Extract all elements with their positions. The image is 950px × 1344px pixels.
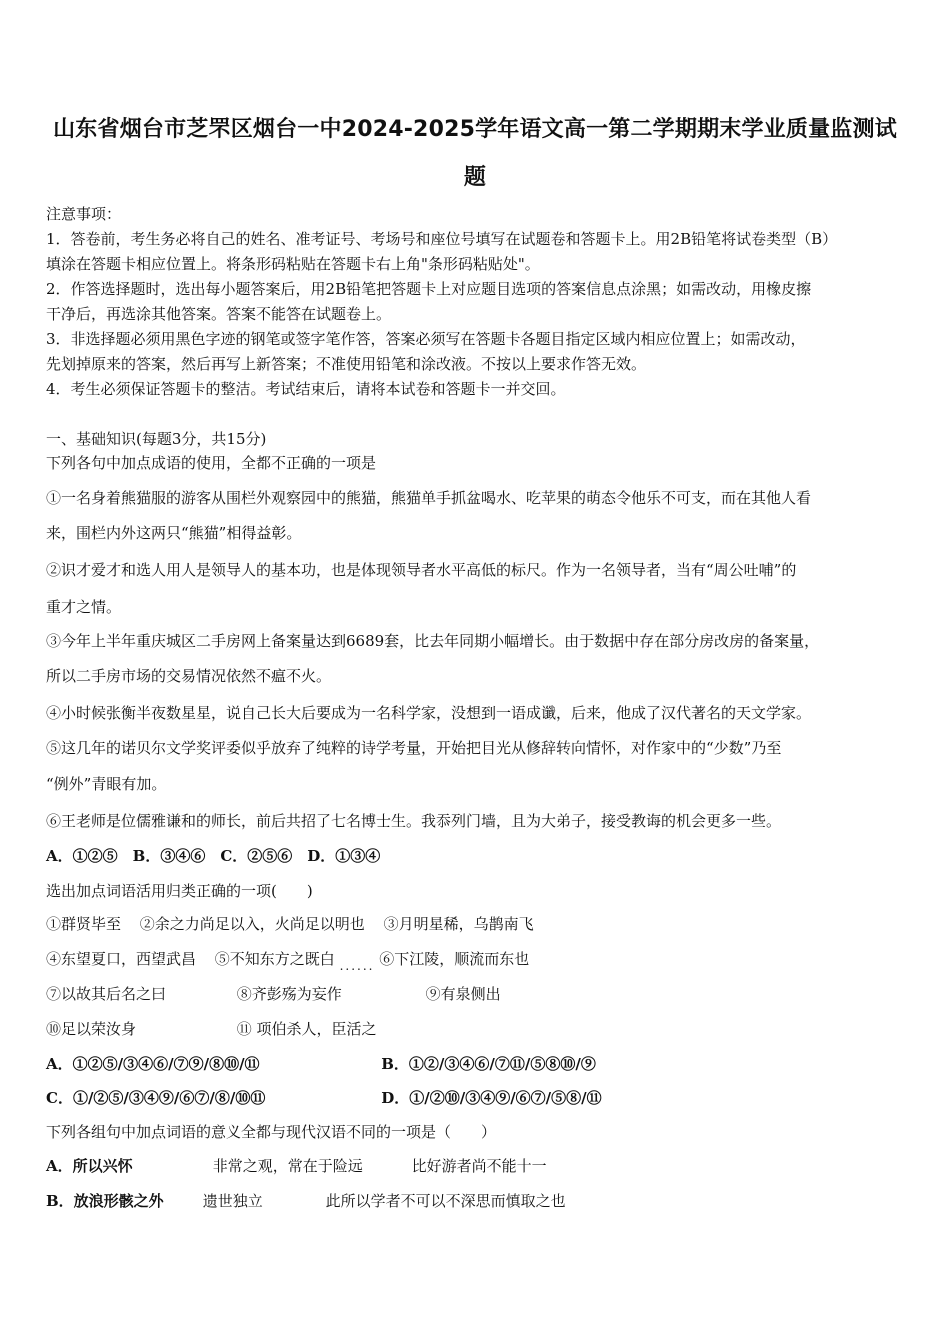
q3-item: 比好游者尚不能十一	[411, 1157, 547, 1175]
q2-item: ⑪ 项伯杀人，臣活之	[236, 1020, 377, 1038]
q2-item: ⑨有泉侧出	[425, 985, 501, 1003]
question-3-option-row	[46, 1155, 547, 1176]
notice-line: 3．非选择题必须用黑色字迹的钢笔或签字笔作答，答案必须写在答题卡各题目指定区域内相应位置上；如需改动，	[46, 330, 806, 348]
notice-line: 1．答卷前，考生务必将自己的姓名、准考证号、考场号和座位号填写在试题卷和答题卡上。用2B铅笔将试卷类型（B）	[46, 230, 838, 248]
question-2-row	[46, 948, 530, 973]
notice-line: 填涂在答题卡相应位置上。将条形码粘贴在答题卡右上角"条形码粘贴处"。	[46, 255, 540, 273]
option-c: C．①/②⑤/③④⑨/⑥⑦/⑧/⑩⑪	[46, 1089, 266, 1107]
question-1-line: ③今年上半年重庆城区二手房网上备案量达到6689套，比去年同期小幅增长。由于数据中存在部分房改房的备案量，	[46, 632, 820, 650]
question-3-option-row	[46, 1190, 566, 1211]
question-1-line: ②识才爱才和选人用人是领导人的基本功，也是体现领导者水平高低的标尺。作为一名领导者，当有“周公吐哺”的	[46, 561, 797, 579]
question-2-options	[46, 1053, 596, 1074]
question-1-line: ⑥王老师是位儒雅谦和的师长，前后共招了七名博士生。我忝列门墙，且为大弟子，接受教诲的机会更多一些。	[46, 812, 782, 830]
q2-item: ①群贤毕至	[46, 915, 122, 933]
question-1-line: ④小时候张衡半夜数星星，说自己长大后要成为一名科学家，没想到一语成谶，后来，他成了汉代著名的天文学家。	[46, 704, 812, 722]
question-2-row	[46, 1018, 377, 1039]
option-a: A．所以兴怀	[46, 1157, 133, 1175]
notice-line: 先划掉原来的答案，然后再写上新答案；不准使用铅笔和涂改液。不按以上要求作答无效。	[46, 355, 647, 373]
q3-item: 遗世独立	[202, 1192, 263, 1210]
question-1-options: A．①②⑤ B．③④⑥ C．②⑤⑥ D．①③④	[46, 847, 381, 865]
question-1-line: 来，围栏内外这两只“熊猫”相得益彰。	[46, 524, 302, 542]
question-2-options	[46, 1087, 602, 1108]
q3-item: 非常之观，常在于险远	[212, 1157, 363, 1175]
q2-item: ②余之力尚足以入，火尚足以明也	[139, 915, 365, 933]
q2-item: ⑦以故其后名之曰	[46, 985, 167, 1003]
notice-line: 4．考生必须保证答题卡的整洁。考试结束后，请将本试卷和答题卡一并交回。	[46, 380, 566, 398]
question-1-line: ①一名身着熊猫服的游客从围栏外观察园中的熊猫，熊猫单手抓盆喝水、吃苹果的萌态令他乐不可支，而在其他人看	[46, 489, 812, 507]
exam-title-line1: 山东省烟台市芝罘区烟台一中2024-2025学年语文高一第二学期期末学业质量监测试	[53, 117, 897, 142]
q3-item: 此所以学者不可以不深思而慎取之也	[325, 1192, 566, 1210]
q2-item: ⑧齐彭殇为妄作	[236, 985, 342, 1003]
question-2-row	[46, 983, 501, 1004]
option-d: D．①/②⑩/③④⑨/⑥⑦/⑤⑧/⑪	[381, 1089, 602, 1107]
option-a: A．①②⑤/③④⑥/⑦⑨/⑧⑩/⑪	[46, 1055, 260, 1073]
question-1-line: “例外”青眼有加。	[46, 775, 167, 793]
q2-item: ④东望夏口，西望武昌	[46, 950, 197, 968]
q2-item: ③月明星稀，乌鹊南飞	[383, 915, 534, 933]
question-2-stem: 选出加点词语活用归类正确的一项( )	[46, 882, 313, 900]
question-1-line: 所以二手房市场的交易情况依然不瘟不火。	[46, 667, 332, 685]
question-1-line: 重才之情。	[46, 598, 122, 616]
question-2-row	[46, 913, 534, 934]
emphasis-dots: ......	[339, 959, 375, 973]
question-1-stem: 下列各句中加点成语的使用，全都不正确的一项是	[46, 454, 377, 472]
notice-line: 干净后，再选涂其他答案。答案不能答在试题卷上。	[46, 305, 392, 323]
notice-line: 2．作答选择题时，选出每小题答案后，用2B铅笔把答题卡上对应题目选项的答案信息点涂黑；如需改动，用橡皮擦	[46, 280, 812, 298]
question-3-stem: 下列各组句中加点词语的意义全都与现代汉语不同的一项是（ ）	[46, 1123, 497, 1141]
exam-title-line2: 题	[463, 165, 487, 190]
q2-item: ⑥下江陵，顺流而东也	[379, 950, 530, 968]
option-b: B．放浪形骸之外	[46, 1192, 164, 1210]
q2-item: ⑩足以荣汝身	[46, 1020, 137, 1038]
option-b: B．①②/③④⑥/⑦⑪/⑤⑧⑩/⑨	[381, 1055, 596, 1073]
notice-heading: 注意事项：	[46, 205, 122, 223]
q2-item: ⑤不知东方之既白	[214, 950, 335, 968]
section-heading: 一、基础知识(每题3分，共15分)	[46, 430, 267, 448]
question-1-line: ⑤这几年的诺贝尔文学奖评委似乎放弃了纯粹的诗学考量，开始把目光从修辞转向情怀，对作家中的“少数”乃至	[46, 739, 782, 757]
